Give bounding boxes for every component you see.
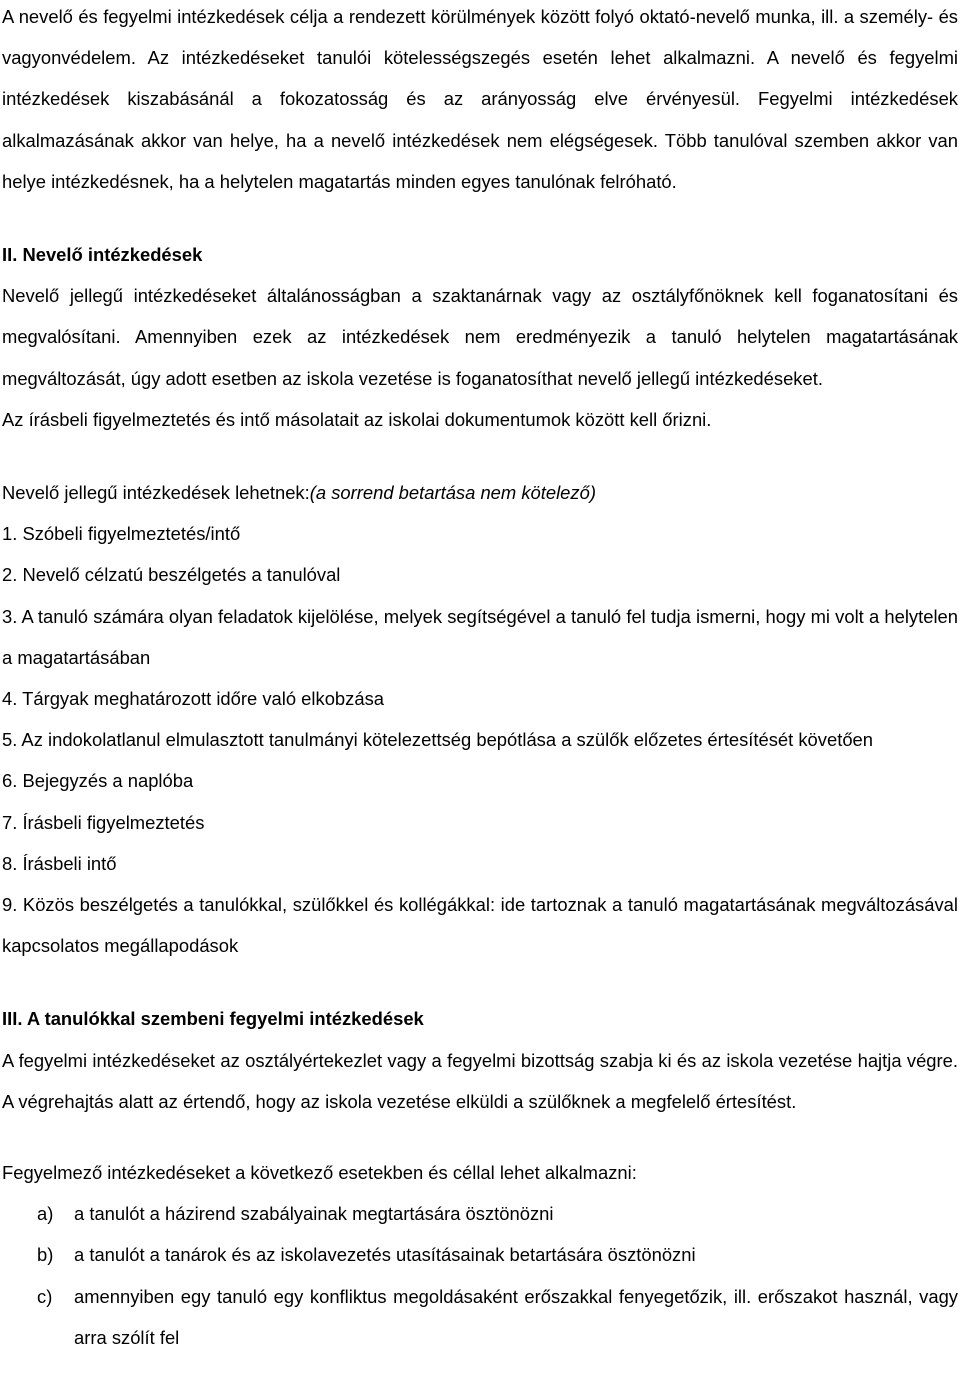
section-2-list-intro [2, 472, 958, 513]
list-item: 6. Bejegyzés a naplóba [2, 770, 194, 792]
intro-paragraph: A nevelő és fegyelmi intézkedések célja a rendezett körülmények között folyó oktató-nevelő munka, ill. a személy- és vagyonvédelem. Az intézkedéseket tanulói kötelességszegés esetén lehet alkalmazni. A nevelő és fegyelmi intézkedések kiszabásánál a fokozatosság és az arányosság elve érvényesül. Fegyelmi intézkedések alkalmazásának akkor van helye, ha a nevelő intézkedések nem elégségesek. Több tanulóval szemben akkor van helye intézkedésnek, ha a helytelen magatartás minden egyes tanulónak felróható. [2, 6, 958, 192]
list-item: 1. Szóbeli figyelmeztetés/intő [2, 523, 241, 545]
disciplinary-purpose-list [2, 1193, 958, 1358]
spacer [2, 1122, 958, 1152]
section-2-paragraph-2: Az írásbeli figyelmeztetés és intő másolatait az iskolai dokumentumok között kell őrizni. [2, 408, 712, 430]
spacer [2, 202, 958, 234]
section-3-paragraph-1: A fegyelmi intézkedéseket az osztályértekezlet vagy a fegyelmi bizottság szabja ki és az iskola vezetése hajtja végre. A végrehajtás alatt az értendő, hogy az iskola vezetése elküldi a szülőknek a megfelelő értesítést. [2, 1049, 958, 1112]
measures-list [2, 513, 958, 966]
list-item: 5. Az indokolatlanul elmulasztott tanulmányi kötelezettség bepótlása a szülők előzetes értesítését követően [2, 729, 874, 751]
list-item [2, 1234, 958, 1275]
list-item-text: amennyiben egy tanuló egy konfliktus megoldásaként erőszakkal fenyegetőzik, ill. erőszakot használ, vagy arra szólít fel [74, 1285, 958, 1348]
list-intro-text: Nevelő jellegű intézkedések lehetnek: [2, 482, 310, 504]
spacer [2, 966, 958, 998]
list-item: 7. Írásbeli figyelmeztetés [2, 811, 205, 833]
section-3-list-intro: Fegyelmező intézkedéseket a következő esetekben és céllal lehet alkalmazni: [2, 1162, 637, 1184]
section-2-heading: II. Nevelő intézkedések [2, 244, 203, 266]
list-item: 9. Közös beszélgetés a tanulókkal, szülőkkel és kollégákkal: ide tartoznak a tanuló magatartásának megváltozásával kapcsolatos megállapodások [2, 894, 958, 957]
list-marker: a) [37, 1203, 54, 1225]
list-item: 4. Tárgyak meghatározott időre való elkobzása [2, 688, 384, 710]
list-item [2, 1193, 958, 1234]
section-2-paragraph-1: Nevelő jellegű intézkedéseket általánosságban a szaktanárnak vagy az osztályfőnöknek kell foganatosítani és megvalósítani. Amennyiben ezek az intézkedések nem eredményezik a tanuló helytelen magatartásának megváltozását, úgy adott esetben az iskola vezetése is foganatosíthat nevelő jellegű intézkedéseket. [2, 285, 958, 389]
list-item-text: a tanulót a tanárok és az iskolavezetés utasításainak betartására ösztönözni [74, 1244, 696, 1266]
list-marker: b) [37, 1244, 54, 1266]
list-marker: c) [37, 1285, 53, 1307]
section-3-heading: III. A tanulókkal szembeni fegyelmi intézkedések [2, 1008, 424, 1030]
list-item [2, 1276, 958, 1358]
spacer [2, 440, 958, 472]
list-item: 2. Nevelő célzatú beszélgetés a tanulóval [2, 564, 341, 586]
list-intro-note: (a sorrend betartása nem kötelező) [309, 482, 596, 504]
list-item-text: a tanulót a házirend szabályainak megtartására ösztönözni [74, 1203, 554, 1225]
list-item: 8. Írásbeli intő [2, 852, 117, 874]
list-item: 3. A tanuló számára olyan feladatok kijelölése, melyek segítségével a tanuló fel tudja ismerni, hogy mi volt a helytelen a magatartásában [2, 605, 958, 668]
